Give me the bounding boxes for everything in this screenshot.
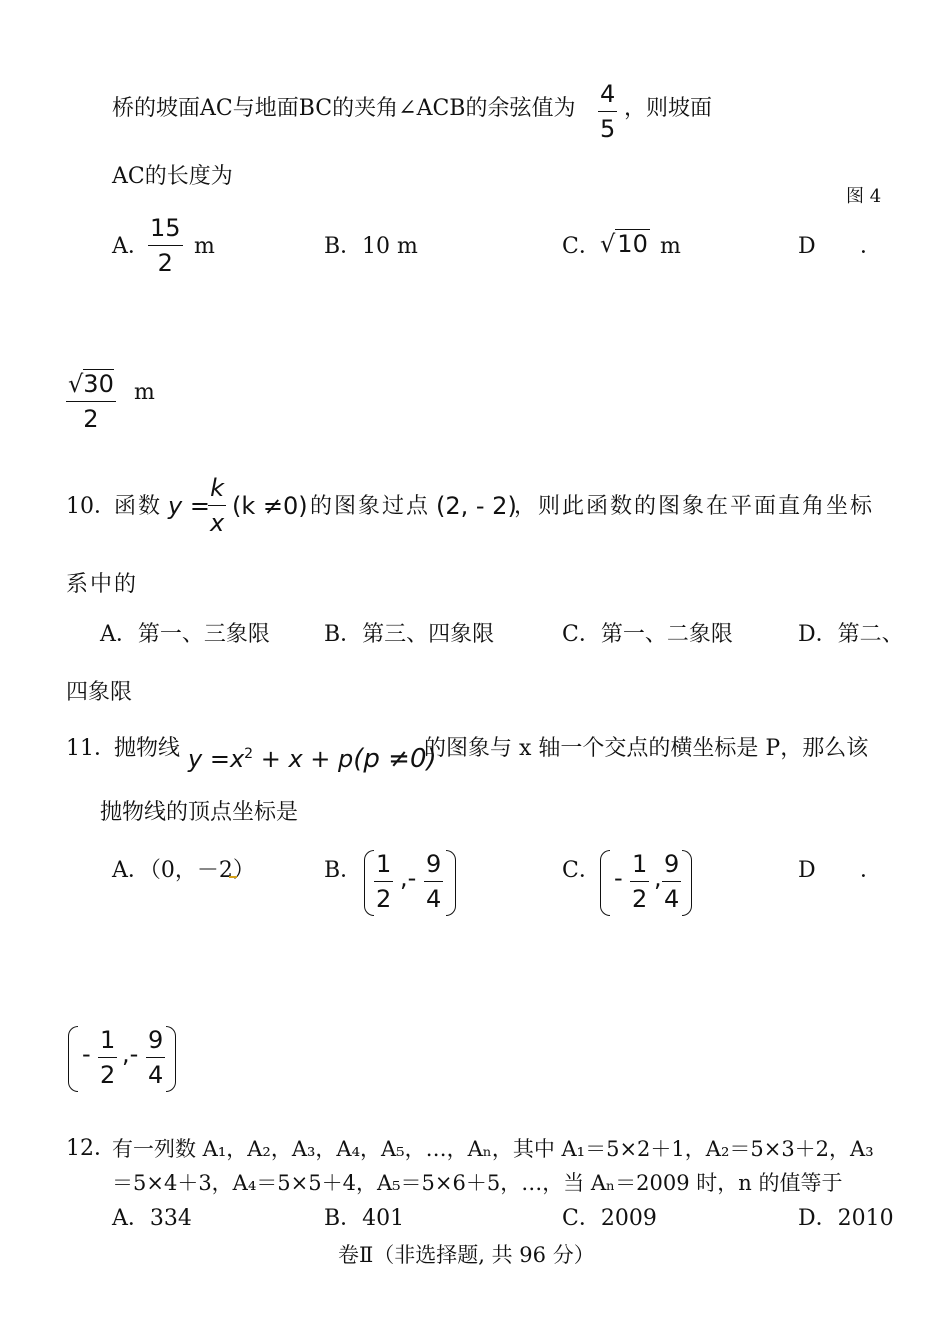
q9-option-d-fraction (66, 370, 116, 433)
q10-fraction (208, 474, 226, 537)
q11-tail: 的图象与 x 轴一个交点的横坐标是 P，那么该 (424, 736, 869, 761)
q11-option-d-label: D (798, 858, 816, 883)
q11-option-b-num1: 1 (376, 850, 392, 878)
q11-option-d-separator: ,- (122, 1040, 139, 1068)
q11-option-a: A．（0，－2） (112, 858, 255, 883)
q10-option-a: A．第一、三象限 (100, 622, 270, 647)
q9-cos-fraction (598, 80, 617, 143)
q10-mid: 的图象过点 (310, 494, 431, 519)
q9-line2: AC的长度为 (112, 164, 233, 189)
q11-option-c-frac2 (662, 850, 681, 913)
q9-option-b-label: B． (324, 234, 363, 259)
q9-cos-denominator: 5 (600, 115, 616, 143)
q12-line2: ＝5×4＋3，A₄＝5×5＋4，A₅＝5×6＋5，…，当 Aₙ＝2009 时，n 的值等于 (112, 1171, 843, 1195)
q9-option-c-sqrt: √10 (600, 230, 648, 258)
q11-option-d-frac2 (146, 1026, 165, 1089)
section-title: 卷Ⅱ（非选择题, 共 96 分） (338, 1243, 595, 1267)
q11-option-b-label: B． (324, 858, 363, 883)
q11-option-c-left-paren (600, 850, 610, 916)
q11-formula-condition: (p ≠0) (353, 744, 437, 774)
fraction-bar (98, 1057, 117, 1058)
q11-option-b-den2: 4 (426, 885, 442, 913)
q11-option-c-den2: 4 (664, 885, 680, 913)
q11-option-c-frac1 (630, 850, 649, 913)
q11-option-d-dot: ． (860, 858, 883, 883)
fraction-bar (146, 1057, 165, 1058)
q10-y-eq: y = (168, 492, 210, 520)
q11-option-c-minus: - (614, 864, 623, 892)
q10-tail: ，则此函数的图象在平面直角坐标 (514, 494, 875, 519)
q9-option-d-radicand: 30 (83, 370, 114, 398)
q11-option-c-separator: , (654, 864, 662, 892)
q12-option-c: C．2009 (562, 1206, 657, 1231)
q11-option-d-den2: 4 (148, 1061, 164, 1089)
q10-prefix: 函数 (114, 494, 163, 519)
q11-option-c-num2: 9 (664, 850, 680, 878)
q11-option-b-left-paren (364, 850, 374, 916)
q11-formula-a: y =x (188, 745, 245, 773)
q9-option-a-unit: m (194, 234, 215, 259)
q9-option-d-dot: ． (860, 234, 883, 259)
fraction-bar (374, 881, 393, 882)
q9-line1 (112, 96, 575, 122)
q12-option-d: D．2010 (798, 1206, 894, 1231)
q12-line1: 有一列数 A₁，A₂，A₃，A₄，A₅，…，Aₙ，其中 A₁＝5×2＋1，A₂＝5×3＋2，A₃ (112, 1137, 874, 1161)
q11-option-b-frac1 (374, 850, 393, 913)
q9-line1-text: 桥的坡面AC与地面BC的夹角∠ACB的余弦值为 (112, 96, 576, 121)
q9-option-a-fraction (148, 214, 183, 277)
q11-option-c-num1: 1 (632, 850, 648, 878)
q9-option-d-label: D (798, 234, 816, 259)
q10-option-d-continued: 四象限 (66, 680, 133, 705)
fraction-bar (66, 401, 116, 402)
q11-option-d-right-paren (166, 1026, 176, 1092)
q11-option-c-right-paren (682, 850, 692, 916)
q9-option-a-label: A． (112, 234, 150, 259)
q10-option-d: D．第二、 (798, 622, 904, 647)
q9-option-c-unit: m (660, 234, 681, 259)
q11-option-d-minus: - (82, 1040, 91, 1068)
q10-numerator: k (210, 474, 225, 502)
q11-option-c-label: C． (562, 858, 601, 883)
q11-option-d-num1: 1 (100, 1026, 116, 1054)
q10-point: (2, - 2) (436, 492, 517, 520)
q11-line2: 抛物线的顶点坐标是 (100, 800, 299, 825)
q10-option-c: C．第一、二象限 (562, 622, 733, 647)
q9-cos-numerator: 4 (600, 80, 616, 108)
fraction-bar (598, 111, 617, 112)
q11-option-d-frac1 (98, 1026, 117, 1089)
q11-option-d-num2: 9 (148, 1026, 164, 1054)
q12-number: 12． (66, 1136, 116, 1161)
fraction-bar (148, 245, 183, 246)
q9-line1-tail: ，则坡面 (624, 96, 713, 121)
q11-option-b-separator: ,- (400, 864, 417, 892)
q9-option-d-denominator: 2 (83, 405, 99, 433)
q11-number: 11． (66, 736, 116, 761)
q11-option-b-right-paren (446, 850, 456, 916)
q9-option-a-denominator: 2 (157, 249, 173, 277)
q11-option-b-den1: 2 (376, 885, 392, 913)
q9-option-a-numerator: 15 (150, 214, 181, 242)
q11-option-b-frac2 (424, 850, 443, 913)
q11-option-b-num2: 9 (426, 850, 442, 878)
fraction-bar (208, 505, 226, 506)
q10-denominator: x (210, 509, 225, 537)
q11-formula-b: + x + p (253, 745, 354, 773)
q9-option-b-text: 10 m (362, 234, 418, 259)
q11-formula (188, 744, 437, 774)
fraction-bar (424, 881, 443, 882)
q9-option-d-unit: m (134, 380, 155, 405)
q12-option-b: B．401 (324, 1206, 405, 1231)
q10-option-b: B．第三、四象限 (324, 622, 495, 647)
fraction-bar (630, 881, 649, 882)
q9-option-c-radicand: 10 (617, 230, 648, 258)
q9-option-c-label: C． (562, 234, 601, 259)
q11-option-c-den1: 2 (632, 885, 648, 913)
q10-line2: 系中的 (66, 572, 139, 597)
figure-label: 图 4 (846, 186, 882, 207)
q10-number: 10． (66, 494, 116, 519)
q11-option-a-mark (229, 876, 237, 878)
q11-option-d-den1: 2 (100, 1061, 116, 1089)
fraction-bar (662, 881, 681, 882)
q11-option-d-left-paren (68, 1026, 78, 1092)
q9-option-d-numerator: √30 (68, 370, 114, 398)
q12-option-a: A．334 (112, 1206, 192, 1231)
q10-condition: (k ≠0) (232, 492, 308, 520)
q11-prefix: 抛物线 (114, 736, 181, 761)
q11-formula-exponent: 2 (244, 746, 254, 762)
